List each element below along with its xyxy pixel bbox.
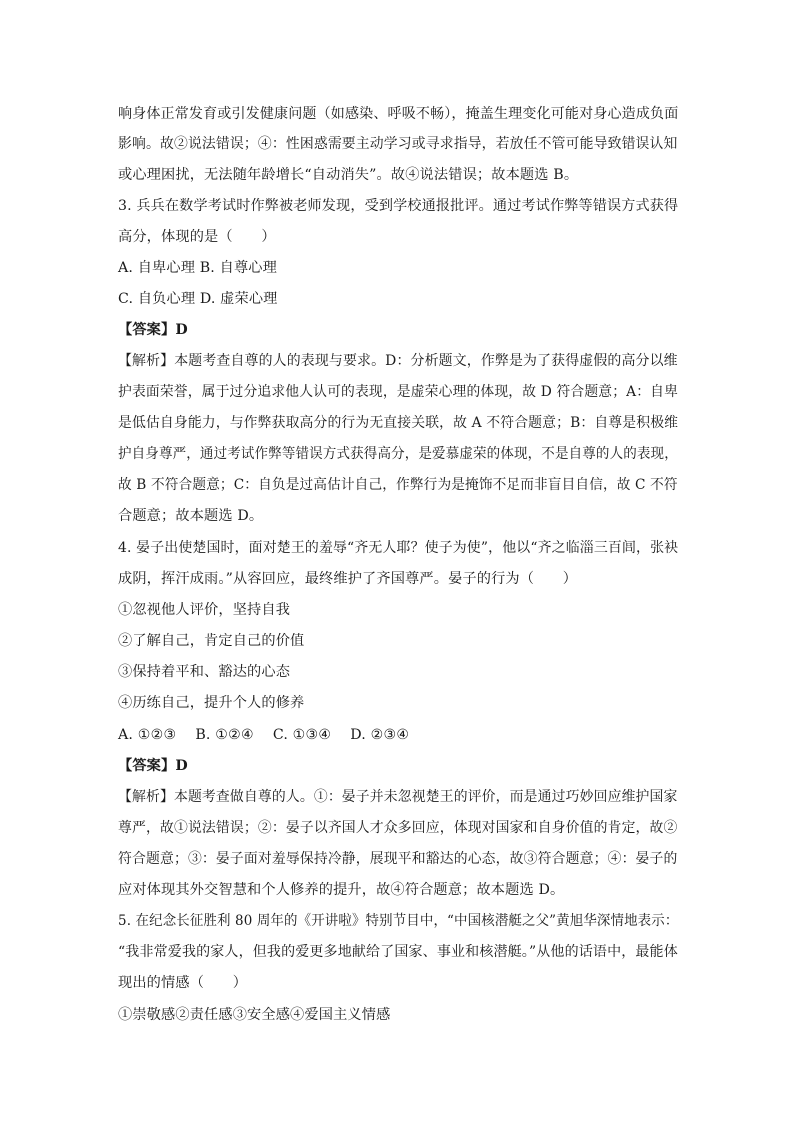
analysis-text: 合题意；故本题选 D。: [118, 508, 264, 524]
question-5-stem: “我非常爱我的家人，但我的爱更多地献给了国家、事业和核潜艇。”从他的话语中，最能体: [118, 944, 678, 960]
question-3-stem: 3. 兵兵在数学考试时作弊被老师发现，受到学校通报批评。通过考试作弊等错误方式获得: [118, 198, 679, 214]
question-5-stem: 5. 在纪念长征胜利 80 周年的《开讲啦》特别节目中，“中国核潜艇之父”黄旭华深情地表示：: [118, 913, 679, 929]
analysis-text: 是低估自身能力，与作弊获取高分的行为无直接关联，故 A 不符合题意；B：自尊是积极维: [118, 415, 679, 431]
question-3-options: C. 自负心理 D. 虚荣心理: [118, 291, 278, 307]
answer-label: 【答案】D: [118, 322, 188, 338]
text-line: 或心理困扰，无法随年龄增长“自动消失”。故④说法错误；故本题选 B。: [118, 167, 579, 183]
question-5-item: ①崇敬感②责任感③安全感④爱国主义情感: [118, 1007, 391, 1023]
question-4-item: ①忽视他人评价，坚持自我: [118, 602, 291, 618]
analysis-text: 应对体现其外交智慧和个人修养的提升，故④符合题意；故本题选 D。: [118, 882, 565, 898]
analysis-text: 护表面荣誉，属于过分追求他人认可的表现，是虚荣心理的体现，故 D 符合题意；A：自卑: [118, 384, 679, 400]
question-5-stem: 现出的情感（ ）: [118, 975, 248, 991]
text-line: 影响。故②说法错误；④：性困惑需要主动学习或寻求指导，若放任不管可能导致错误认知: [118, 136, 678, 152]
analysis-text: 护自身尊严，通过考试作弊等错误方式获得高分，是爱慕虚荣的体现，不是自尊的人的表现，: [118, 446, 678, 462]
question-3-options: A. 自卑心理 B. 自尊心理: [118, 260, 277, 276]
question-3-stem: 高分，体现的是（ ）: [118, 229, 276, 245]
analysis-text: 尊严，故①说法错误；②：晏子以齐国人才众多回应，体现对国家和自身价值的肯定，故②: [118, 820, 678, 836]
analysis-text: 【解析】本题考查做自尊的人。①：晏子并未忽视楚王的评价，而是通过巧妙回应维护国家: [118, 789, 678, 805]
answer-label: 【答案】D: [118, 758, 188, 774]
analysis-text: 【解析】本题考查自尊的人的表现与要求。D：分析题文，作弊是为了获得虚假的高分以维: [118, 353, 678, 369]
analysis-text: 符合题意；③：晏子面对羞辱保持冷静，展现平和豁达的心态，故③符合题意；④：晏子的: [118, 851, 678, 867]
question-4-item: ③保持着平和、豁达的心态: [118, 664, 291, 680]
question-4-item: ④历练自己，提升个人的修养: [118, 695, 305, 711]
text-line: 响身体正常发育或引发健康问题（如感染、呼吸不畅），掩盖生理变化可能对身心造成负面: [118, 106, 679, 122]
analysis-text: 故 B 不符合题意；C：自负是过高估计自己，作弊行为是掩饰不足而非盲目自信，故 C 不符: [118, 477, 678, 493]
question-4-stem: 4. 晏子出使楚国时，面对楚王的羞辱“齐无人耶？使子为使”，他以“齐之临淄三百闾，张袂: [118, 540, 679, 556]
question-4-item: ②了解自己，肯定自己的价值: [118, 633, 305, 649]
question-4-stem: 成阴，挥汗成雨。”从容回应，最终维护了齐国尊严。晏子的行为（ ）: [118, 571, 578, 587]
question-4-options: A. ①②③ B. ①②④ C. ①③④ D. ②③④: [118, 727, 410, 743]
